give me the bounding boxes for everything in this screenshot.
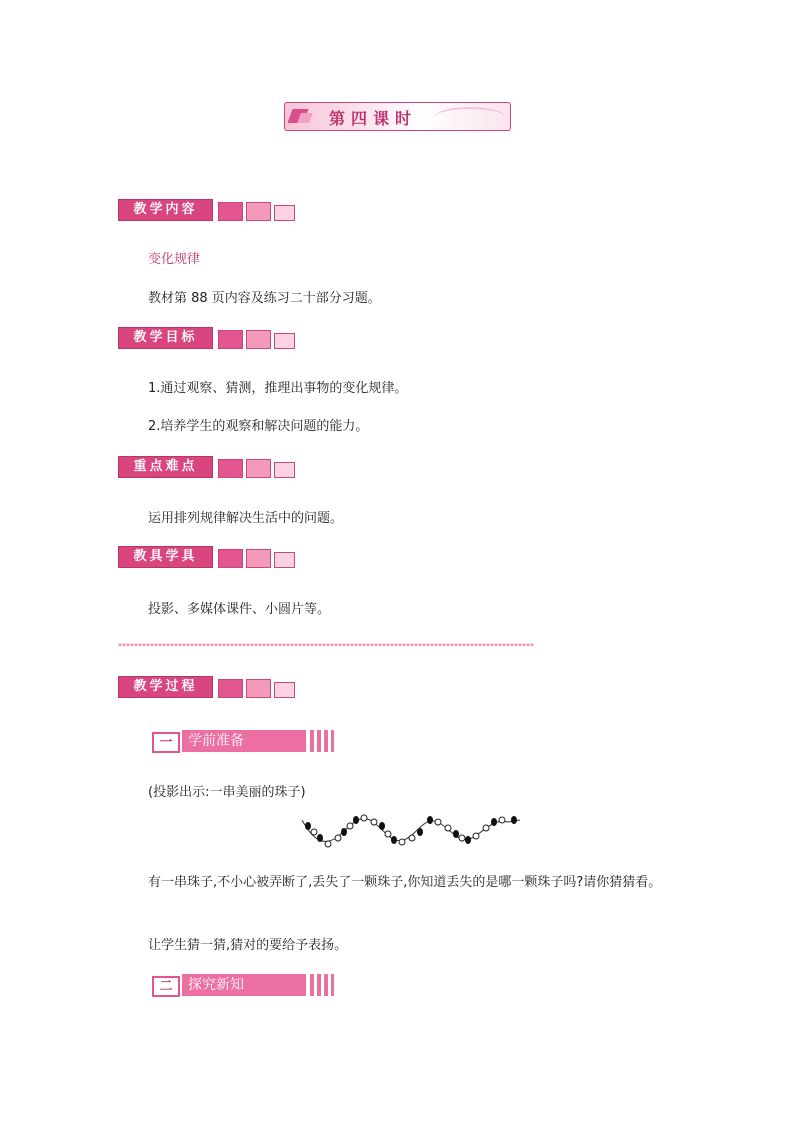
step-label: 学前准备 xyxy=(182,730,306,752)
section-label: 教具学具 xyxy=(118,546,213,568)
section-label: 教学目标 xyxy=(118,327,213,349)
goal-item: 1.通过观察、猜测，推理出事物的变化规律。 xyxy=(148,381,408,396)
step-stripes xyxy=(310,730,334,752)
decor-square xyxy=(218,679,243,698)
step-number: 一 xyxy=(152,732,180,753)
question-paragraph: 有一串珠子,不小心被弄断了,丢失了一颗珠子,你知道丢失的是哪一颗珠子吗?请你猜猜看。 xyxy=(148,875,662,890)
step-number: 二 xyxy=(152,976,180,997)
decor-square xyxy=(218,330,243,349)
decor-square xyxy=(246,330,271,349)
decor-square xyxy=(246,679,271,698)
lesson-title: 第四课时 xyxy=(329,109,418,128)
topic-title: 变化规律 xyxy=(148,252,201,267)
step-header-2 xyxy=(150,974,334,996)
step-stripes xyxy=(310,974,334,996)
banner-swoosh xyxy=(435,107,505,127)
bead-string-illustration xyxy=(298,810,524,852)
decor-square xyxy=(274,462,295,478)
decor-square xyxy=(274,205,295,221)
decor-square xyxy=(246,549,271,568)
goal-item: 2.培养学生的观察和解决问题的能力。 xyxy=(148,419,369,434)
section-label: 教学内容 xyxy=(118,199,213,221)
lesson-title-banner xyxy=(284,102,511,131)
content-text: 教材第 88 页内容及练习二十部分习题。 xyxy=(148,291,381,306)
step-header-1 xyxy=(150,730,334,752)
dotted-divider: ******************************************************************************************************** xyxy=(118,642,534,651)
decor-square xyxy=(246,202,271,221)
section-label: 教学过程 xyxy=(118,676,213,698)
decor-square xyxy=(274,682,295,698)
decor-square xyxy=(218,459,243,478)
decor-square xyxy=(274,552,295,568)
section-label: 重点难点 xyxy=(118,456,213,478)
decor-square xyxy=(274,333,295,349)
materials-text: 投影、多媒体课件、小圆片等。 xyxy=(148,602,331,617)
guess-instruction: 让学生猜一猜,猜对的要给予表扬。 xyxy=(148,938,348,953)
key-points-text: 运用排列规律解决生活中的问题。 xyxy=(148,511,344,526)
projector-note: (投影出示:一串美丽的珠子) xyxy=(148,785,306,800)
decor-square xyxy=(218,202,243,221)
step-label: 探究新知 xyxy=(182,974,306,996)
banner-decoration xyxy=(297,113,313,123)
decor-square xyxy=(246,459,271,478)
decor-square xyxy=(218,549,243,568)
